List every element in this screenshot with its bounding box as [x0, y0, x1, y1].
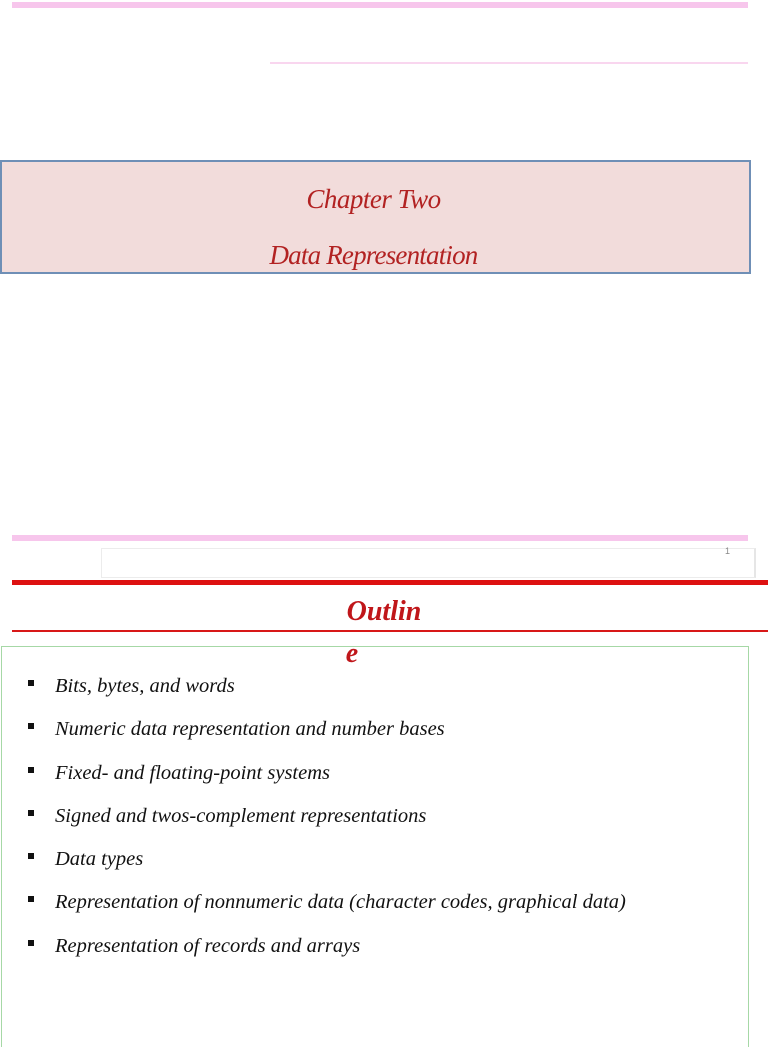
footer-box — [101, 548, 756, 578]
bullet-square-icon — [28, 853, 34, 859]
outline-top-red-rule — [12, 580, 768, 585]
list-item — [28, 671, 758, 714]
list-item-text: Numeric data representation and number bases — [55, 718, 445, 741]
outline-title: Outlin — [346, 596, 422, 627]
list-item-text: Fixed- and floating-point systems — [55, 761, 330, 784]
list-item — [28, 887, 758, 930]
list-item-text: Representation of nonnumeric data (character codes, graphical data) — [55, 891, 626, 914]
bullet-square-icon — [28, 896, 34, 902]
page-number: 1 — [724, 546, 730, 556]
bullet-square-icon — [28, 680, 34, 686]
outline-title-wrap: e — [345, 638, 359, 669]
top-pink-rule — [12, 2, 748, 8]
list-item-text: Representation of records and arrays — [55, 934, 361, 957]
bullet-square-icon — [28, 767, 34, 773]
list-item — [28, 931, 758, 974]
list-item — [28, 758, 758, 801]
outline-thin-red-rule — [12, 630, 768, 632]
list-item-text: Signed and twos-complement representations — [55, 804, 427, 827]
list-item — [28, 714, 758, 757]
chapter-subject: Data Representation — [269, 240, 478, 270]
list-item-text: Data types — [55, 848, 144, 871]
bullet-square-icon — [28, 723, 34, 729]
bullet-square-icon — [28, 810, 34, 816]
list-item-text: Bits, bytes, and words — [55, 675, 235, 697]
thin-pink-rule — [270, 62, 748, 64]
list-item — [28, 844, 758, 887]
outline-list — [28, 671, 758, 974]
bullet-square-icon — [28, 940, 34, 946]
chapter-title: Chapter Two — [306, 184, 441, 214]
bottom-pink-rule — [12, 535, 748, 541]
list-item — [28, 801, 758, 844]
